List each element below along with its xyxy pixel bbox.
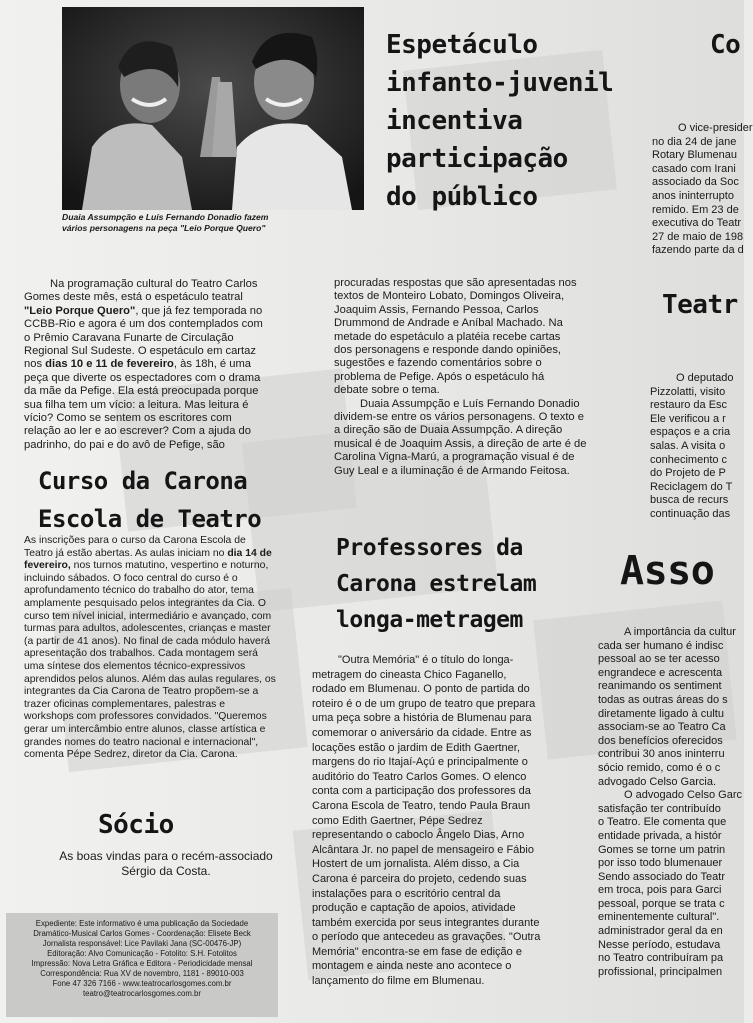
right-column-line: por isso todo blumenauer: [598, 857, 723, 870]
right-column-line: em troca, pois para Garci: [598, 884, 722, 897]
professores-line: margens do rio Itajaí-Açú e principalmente o: [312, 756, 528, 769]
professores-line: metragem do cineasta Chico Faganello,: [312, 668, 507, 681]
actors-photo: [62, 7, 364, 210]
right-block-2: [650, 372, 744, 532]
professores-line: lançamento do filme em Blumenau.: [312, 975, 485, 988]
professores-headline: [336, 530, 536, 638]
headline-line: participação: [386, 144, 568, 174]
right-column-line: O deputado: [676, 372, 734, 384]
espetaculo-line: dividem-se entre os vários personagens. O texto e: [334, 411, 584, 424]
espetaculo-line: CCBB-Rio e agora é um dos contemplados com: [24, 318, 263, 331]
headline-line: Escola de Teatro: [38, 505, 262, 533]
professores-line: rodado em Blumenau. O ponto de partida do: [312, 683, 530, 696]
right-column-line: reanimando os sentiment: [598, 680, 722, 693]
right-column-line: casado com Irani: [652, 162, 736, 175]
professores-line: comemorar o aniversário da cidade. Entre as: [312, 726, 532, 739]
socio-body: [26, 849, 306, 879]
espetaculo-line: musical é de Joaquim Assis, a direção de arte é de: [334, 437, 587, 450]
curso-line: curso tem nível inicial, intermediário e avançado, com: [24, 610, 272, 622]
espetaculo-line: Regional Sul Sudeste. O espetáculo em cartaz: [24, 345, 256, 358]
professores-line: como Edith Gaertner, Pépe Sedrez: [312, 814, 483, 827]
espetaculo-line: Drummond de Andrade e Aníbal Machado. Na: [334, 317, 563, 330]
professores-line: "Outra Memória" é o título do longa-: [338, 654, 514, 666]
headline-line: Curso da Carona: [38, 467, 248, 495]
professores-line: Hostert de um jornalista. Além disso, a Cia: [312, 858, 520, 871]
espetaculo-line: Guy Leal e a iluminação é de Armando Feitosa.: [334, 464, 570, 477]
espetaculo-line: "Leio Porque Quero", que já fez temporada no: [24, 304, 263, 317]
right-column-line: entidade privada, a histór: [598, 829, 722, 842]
curso-line: As inscrições para o curso da Carona Escola de: [24, 535, 246, 546]
expediente-line: Jornalista responsável: Lice Pavilaki Jana (SC-00476-JP): [42, 939, 242, 948]
curso-line: fevereiro, nos turnos matutino, vespertino e noturno,: [24, 560, 269, 572]
right-column-line: O advogado Celso Garc: [624, 789, 743, 802]
espetaculo-line: Joaquim Assis, Fernando Pessoa, Carlos: [334, 303, 539, 316]
expediente-line: Expediente: Este informativo é uma publicação da Sociedade: [35, 919, 249, 928]
right-column-line: Ele verificou a r: [650, 412, 726, 425]
professores-line: locações estão o jardim de Edith Gaertner,: [312, 741, 520, 754]
professores-line: o período que antecedeu as gravações. "Outra: [312, 931, 541, 944]
headline-line: Carona estrelam: [336, 571, 537, 597]
espetaculo-line: sua filha tem um vício: a leitura. Mas leitura é: [24, 398, 249, 411]
right-column-line: Sendo associado do Teatr: [598, 870, 725, 883]
right-block-1: [652, 122, 753, 282]
socio-line: Sérgio da Costa.: [121, 864, 211, 878]
professores-line: uma peça sobre a história de Blumenau para: [312, 712, 532, 725]
espetaculo-line: padrinho, do pai e do avô de Pefige, são: [24, 438, 225, 451]
espetaculo-line: o Prêmio Caravana Funarte de Circulação: [24, 331, 234, 344]
curso-line: apresentação dos trabalhos. Cada montagem será: [24, 648, 258, 660]
curso-line: aprendidos pelos alunos. Além das aulas regulares, os: [24, 673, 276, 685]
right-column-line: anos ininterrupto: [652, 189, 734, 202]
curso-line: workshops com professores convidados. "Queremos: [24, 711, 267, 723]
right-column-line: dos benefícios oferecidos: [598, 734, 723, 747]
right-column-line: Gomes se torne um patrin: [598, 843, 726, 856]
socio-line: As boas vindas para o recém-associado: [59, 849, 273, 863]
right-column-line: profissional, principalmen: [598, 965, 723, 978]
curso-line: comenta Pépe Sedrez, diretor da Cia. Carona.: [24, 749, 238, 761]
curso-headline: [38, 462, 261, 538]
right-column-line: associado da Soc: [652, 176, 739, 189]
right-column-line: busca de recurs: [650, 494, 729, 507]
professores-line: instalações para o escritório central da: [312, 887, 501, 900]
right-column-line: A importância da cultur: [624, 626, 736, 638]
expediente-line: Editoração: Alvo Comunicação - Fotolito: S.H. Fotolitos: [47, 949, 237, 958]
right-column-line: no dia 24 de jane: [652, 135, 737, 148]
curso-line: integrantes da Cia Carona de Teatro propõem-se a: [24, 686, 259, 698]
espetaculo-line: nos dias 10 e 11 de fevereiro, às 18h, é uma: [24, 358, 252, 371]
expediente-box: [6, 913, 278, 1017]
espetaculo-line: dos personagens e responde dando opiniões,: [334, 344, 562, 357]
espetaculo-line: sugestões e fazendo comentários sobre o: [334, 357, 542, 370]
right-column-line: Reciclagem do T: [650, 480, 733, 493]
professores-line: Memória" encontra-se em fase de edição e: [312, 945, 522, 958]
right-column-line: continuação das: [650, 507, 731, 520]
professores-line: produção e captação de apoios, atividade: [312, 902, 516, 915]
professores-line: Alcântara Jr. no papel de mensageiro e Fábio: [312, 843, 534, 856]
professores-line: também exercida por seus integrantes durante: [312, 916, 540, 929]
expediente-line: Correspondência: Rua XV de novembro, 1181 - 89010-003: [40, 969, 244, 978]
right-column-line: pessoal, porque se trata c: [598, 897, 725, 910]
right-heading-top: Co: [710, 30, 741, 60]
headline-line: incentiva: [386, 106, 523, 136]
right-column-line: fazendo parte da d: [652, 244, 744, 257]
right-column-line: Pizzolatti, visito: [650, 385, 726, 398]
curso-line: gerar um intercâmbio entre alunos, classe artística e: [24, 723, 266, 735]
right-column-line: 27 de maio de 198: [652, 230, 744, 243]
right-column-line: pessoal ao se ter acesso: [598, 653, 720, 666]
headline-line: Espetáculo: [386, 30, 538, 60]
headline-line: longa-metragem: [336, 607, 523, 633]
espetaculo-line: textos de Monteiro Lobato, Domingos Oliveira,: [334, 290, 565, 303]
espetaculo-line: debate sobre o tema.: [334, 384, 440, 397]
right-column-line: cada ser humano é indisc: [598, 639, 724, 652]
curso-line: (a partir de 41 anos). No final de cada módulo haverá: [24, 635, 271, 647]
right-column-line: no Teatro contribuíram pa: [598, 952, 724, 965]
espetaculo-line: Gomes deste mês, está o espetáculo teatral: [24, 291, 243, 304]
curso-line: trazer oficinas complementares, palestras e: [24, 698, 225, 710]
right-column-line: salas. A visita o: [650, 439, 726, 452]
right-column-line: todas as outras áreas do s: [598, 693, 728, 706]
professores-body: [312, 653, 596, 989]
professores-line: Carona Escola de Teatro, tendo Paula Braun: [312, 799, 531, 812]
professores-line: Carona é parceira do projeto, cedendo suas: [312, 872, 527, 885]
curso-line: turmas para adultos, adolescentes, crianças e master: [24, 623, 271, 635]
espetaculo-line: procuradas respostas que são apresentadas nos: [334, 277, 577, 289]
right-column-line: Rotary Blumenau: [652, 149, 737, 162]
photo-caption-line: vários personagens na peça "Leio Porque Quero": [62, 223, 266, 233]
right-column-line: engrandece e acrescenta: [598, 666, 723, 679]
curso-line: grandes nomes do teatro nacional e internacional",: [24, 736, 259, 748]
espetaculo-line: da mãe da Pefige. Ela está preocupada porque: [24, 385, 259, 398]
espetaculo-line: vício? Como se sentem os escritores com: [24, 412, 232, 425]
right-column-line: sócio remido, como é o c: [598, 761, 721, 774]
professores-line: montagem e ainda neste ano acontece o: [312, 960, 512, 973]
right-column-line: executiva do Teatr: [652, 217, 742, 230]
right-column-line: do Projeto de P: [650, 467, 726, 480]
right-column-line: advogado Celso Garcia.: [598, 775, 717, 788]
curso-line: incluindo sábados. O foco central do curso é o: [24, 572, 238, 584]
right-column-line: associam-se ao Teatro Ca: [598, 721, 726, 734]
espetaculo-line: peça que diverte os espectadores com o drama: [24, 371, 261, 384]
expediente-line: Impressão: Nova Letra Gráfica e Editora - Periodicidade mensal: [31, 959, 253, 968]
curso-body: [24, 535, 314, 762]
espetaculo-line: Carolina Vigna-Marú, a programação visual é de: [334, 451, 575, 464]
expediente-line: teatro@teatrocarlosgomes.com.br: [83, 989, 201, 998]
right-column-line: conhecimento c: [650, 453, 728, 466]
right-column-line: espaços e a cria: [650, 426, 731, 439]
right-column-line: O vice-presider: [678, 122, 753, 134]
curso-line: amplamente pesquisado pelos integrantes da Cia. O: [24, 597, 267, 609]
headline-line: Professores da: [336, 535, 523, 561]
professores-line: representando o caboclo Ângelo Dias, Arno: [312, 829, 525, 842]
espetaculo-line: Duaia Assumpção e Luís Fernando Donadio: [360, 397, 580, 410]
professores-line: conta com a participação dos professores da: [312, 785, 531, 798]
right-column-line: administrador geral da en: [598, 925, 723, 938]
professores-line: auditório do Teatro Carlos Gomes. O elenco: [312, 770, 527, 783]
curso-line: Teatro já estão abertas. As aulas iniciam no dia 14 de: [24, 547, 272, 559]
headline-line: infanto-juvenil: [386, 68, 614, 98]
right-column-line: diretamente ligado à cultu: [598, 707, 724, 720]
right-column-line: restauro da Esc: [650, 399, 728, 412]
curso-line: aprofundamento técnico do trabalho do ator, tema: [24, 585, 254, 597]
professores-line: roteiro é o de um grupo de teatro que prepara: [312, 697, 536, 710]
right-column-line: eminentemente cultural".: [598, 911, 720, 924]
espetaculo-line: Na programação cultural do Teatro Carlos: [50, 278, 258, 290]
espetaculo-headline: [386, 26, 613, 216]
photo-caption: [62, 212, 382, 234]
right-heading-mid: Teatr: [662, 290, 738, 320]
expediente-line: Fone 47 326 7166 - www.teatrocarlosgomes.com.br: [52, 979, 232, 988]
right-column-line: o Teatro. Ele comenta que: [598, 816, 727, 829]
right-column-line: Nesse período, estudava: [598, 938, 721, 951]
right-column-line: contribui 30 anos ininterru: [598, 748, 725, 761]
right-block-3: [598, 626, 744, 1023]
espetaculo-column-2: [334, 277, 624, 478]
espetaculo-line: metade do espetáculo a platéia recebe cartas: [334, 330, 561, 343]
espetaculo-line: relação ao ler e ao escrever? Com a ajuda do: [24, 425, 251, 438]
expediente-line: Dramático-Musical Carlos Gomes - Coordenação: Elisete Beck: [33, 929, 251, 938]
espetaculo-line: a direção são de Duaia Assumpção. A direção: [334, 424, 563, 437]
espetaculo-line: problema de Pefige. Após o espetáculo há: [334, 370, 545, 383]
espetaculo-column-1: [24, 278, 324, 452]
right-column-line: satisfação ter contribuído: [598, 802, 721, 815]
actors-photo-image: [62, 7, 364, 210]
socio-headline: Sócio: [98, 810, 174, 840]
photo-caption-line: Duaia Assumpção e Luís Fernando Donadio fazem: [62, 212, 269, 222]
curso-line: uma síntese dos elementos técnico-expressivos: [24, 660, 246, 672]
headline-line: do público: [386, 182, 538, 212]
right-heading-low: Asso: [620, 548, 715, 594]
right-column-line: remido. Em 23 de: [652, 203, 739, 216]
